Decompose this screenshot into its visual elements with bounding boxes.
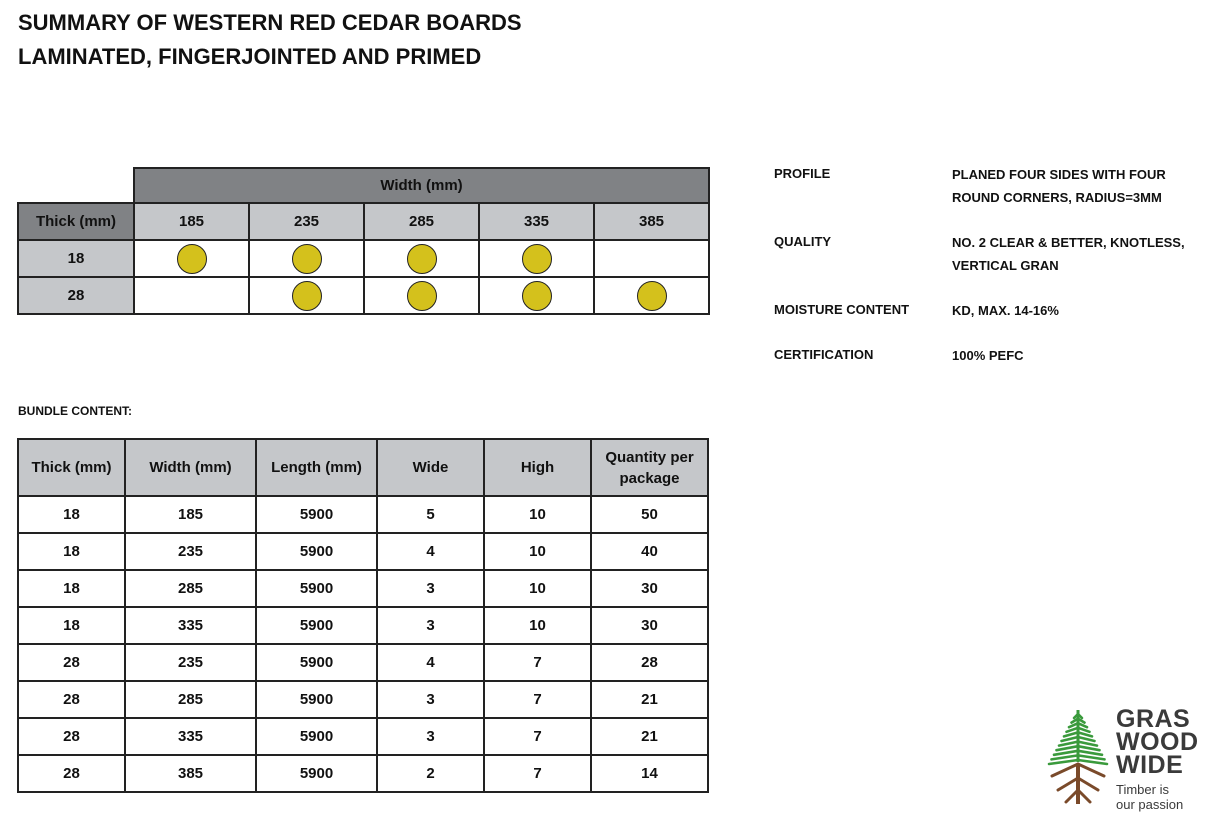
spec-row xyxy=(774,164,1204,209)
table-cell: 18 xyxy=(18,496,125,533)
matrix-width-185: 185 xyxy=(134,203,249,240)
table-cell: 10 xyxy=(484,570,591,607)
spec-key: PROFILE xyxy=(774,166,831,181)
spec-key: MOISTURE CONTENT xyxy=(774,302,910,317)
spec-row xyxy=(774,300,1204,322)
table-row xyxy=(18,755,708,792)
logo-tagline xyxy=(1116,782,1183,812)
matrix-cell xyxy=(364,277,479,314)
spec-value: KD, MAX. 14-16% xyxy=(952,303,1059,318)
table-cell: 5900 xyxy=(256,644,377,681)
table-cell: 28 xyxy=(18,755,125,792)
bundle-column-header: Width (mm) xyxy=(125,439,256,496)
table-cell: 3 xyxy=(377,718,484,755)
logo-tagline-1: Timber is xyxy=(1116,782,1169,797)
table-cell: 4 xyxy=(377,644,484,681)
tree-icon xyxy=(1046,706,1110,806)
availability-dot-icon xyxy=(637,281,667,311)
availability-dot-icon xyxy=(407,244,437,274)
table-cell: 5900 xyxy=(256,607,377,644)
table-cell: 5900 xyxy=(256,496,377,533)
matrix-cell xyxy=(249,240,364,277)
table-cell: 5900 xyxy=(256,570,377,607)
logo-line-1: GRAS xyxy=(1116,705,1191,733)
matrix-width-385: 385 xyxy=(594,203,709,240)
table-cell: 21 xyxy=(591,681,708,718)
logo-wordmark xyxy=(1116,705,1199,779)
table-row xyxy=(18,496,708,533)
table-cell: 50 xyxy=(591,496,708,533)
availability-matrix xyxy=(17,167,710,315)
bundle-column-header: Thick (mm) xyxy=(18,439,125,496)
matrix-row-thick: 28 xyxy=(18,277,134,314)
company-logo xyxy=(1046,706,1216,816)
matrix-width-285: 285 xyxy=(364,203,479,240)
table-cell: 5 xyxy=(377,496,484,533)
matrix-row-thick: 18 xyxy=(18,240,134,277)
table-cell: 5900 xyxy=(256,533,377,570)
availability-dot-icon xyxy=(407,281,437,311)
table-cell: 10 xyxy=(484,607,591,644)
matrix-width-335: 335 xyxy=(479,203,594,240)
availability-dot-icon xyxy=(292,281,322,311)
table-cell: 285 xyxy=(125,570,256,607)
spec-value: PLANED FOUR SIDES WITH FOUR ROUND CORNERS, RADIUS=3MM xyxy=(952,167,1166,205)
matrix-cell xyxy=(249,277,364,314)
table-cell: 235 xyxy=(125,644,256,681)
table-cell: 335 xyxy=(125,607,256,644)
table-cell: 3 xyxy=(377,681,484,718)
title-line-1: SUMMARY OF WESTERN RED CEDAR BOARDS xyxy=(18,10,522,35)
document-title xyxy=(18,6,522,74)
table-row xyxy=(18,570,708,607)
spec-value: 100% PEFC xyxy=(952,348,1024,363)
matrix-row xyxy=(18,240,709,277)
table-cell: 285 xyxy=(125,681,256,718)
table-cell: 10 xyxy=(484,496,591,533)
table-row xyxy=(18,718,708,755)
table-cell: 5900 xyxy=(256,718,377,755)
spec-key: QUALITY xyxy=(774,234,832,249)
logo-line-2: WOOD xyxy=(1116,728,1199,756)
table-cell: 28 xyxy=(18,681,125,718)
table-cell: 7 xyxy=(484,644,591,681)
table-row xyxy=(18,533,708,570)
table-cell: 18 xyxy=(18,533,125,570)
table-row xyxy=(18,644,708,681)
availability-dot-icon xyxy=(177,244,207,274)
table-cell: 235 xyxy=(125,533,256,570)
table-cell: 3 xyxy=(377,607,484,644)
matrix-cell xyxy=(594,277,709,314)
table-cell: 2 xyxy=(377,755,484,792)
spec-row xyxy=(774,232,1204,277)
availability-dot-icon xyxy=(522,281,552,311)
table-row xyxy=(18,681,708,718)
bundle-column-header: Length (mm) xyxy=(256,439,377,496)
matrix-width-header: Width (mm) xyxy=(134,168,709,203)
table-cell: 28 xyxy=(18,644,125,681)
spec-key: CERTIFICATION xyxy=(774,347,874,362)
logo-tagline-2: our passion xyxy=(1116,797,1184,812)
bundle-content-table xyxy=(17,438,709,793)
table-cell: 335 xyxy=(125,718,256,755)
table-cell: 30 xyxy=(591,570,708,607)
table-cell: 7 xyxy=(484,755,591,792)
availability-dot-icon xyxy=(292,244,322,274)
table-cell: 3 xyxy=(377,570,484,607)
table-cell: 7 xyxy=(484,681,591,718)
bundle-column-header: Wide xyxy=(377,439,484,496)
matrix-cell xyxy=(134,277,249,314)
table-cell: 28 xyxy=(18,718,125,755)
availability-dot-icon xyxy=(522,244,552,274)
table-cell: 14 xyxy=(591,755,708,792)
table-cell: 4 xyxy=(377,533,484,570)
specifications-list xyxy=(774,164,1204,390)
table-cell: 18 xyxy=(18,607,125,644)
table-cell: 30 xyxy=(591,607,708,644)
matrix-row xyxy=(18,277,709,314)
table-cell: 7 xyxy=(484,718,591,755)
spec-value: NO. 2 CLEAR & BETTER, KNOTLESS, VERTICAL GRAN xyxy=(952,235,1185,273)
matrix-cell xyxy=(594,240,709,277)
matrix-width-235: 235 xyxy=(249,203,364,240)
table-row xyxy=(18,607,708,644)
matrix-cell xyxy=(134,240,249,277)
table-cell: 21 xyxy=(591,718,708,755)
table-cell: 185 xyxy=(125,496,256,533)
bundle-content-label: BUNDLE CONTENT: xyxy=(18,404,132,418)
table-cell: 385 xyxy=(125,755,256,792)
matrix-cell xyxy=(479,240,594,277)
logo-line-3: WIDE xyxy=(1116,751,1184,779)
spec-row xyxy=(774,345,1204,367)
table-cell: 5900 xyxy=(256,755,377,792)
bundle-column-header: Quantity per package xyxy=(591,439,708,496)
matrix-corner xyxy=(18,168,134,203)
matrix-cell xyxy=(479,277,594,314)
matrix-thick-header: Thick (mm) xyxy=(18,203,134,240)
table-cell: 5900 xyxy=(256,681,377,718)
table-cell: 18 xyxy=(18,570,125,607)
table-cell: 40 xyxy=(591,533,708,570)
table-cell: 10 xyxy=(484,533,591,570)
table-cell: 28 xyxy=(591,644,708,681)
title-line-2: LAMINATED, FINGERJOINTED AND PRIMED xyxy=(18,44,482,69)
matrix-cell xyxy=(364,240,479,277)
bundle-column-header: High xyxy=(484,439,591,496)
